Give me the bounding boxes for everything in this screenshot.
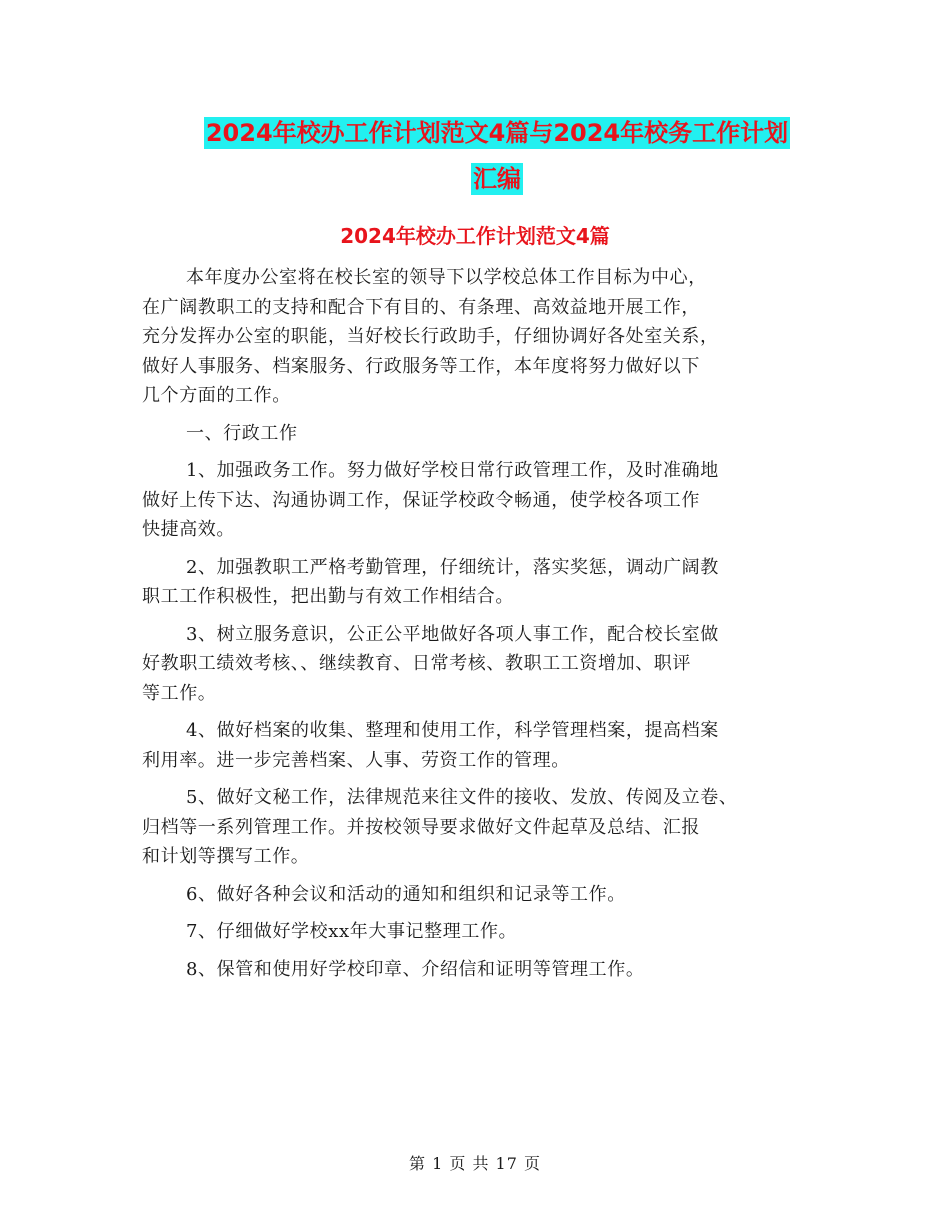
body-line: 充分发挥办公室的职能，当好校长行政助手，仔细协调好各处室关系，	[142, 326, 719, 347]
body-line: 8、保管和使用好学校印章、介绍信和证明等管理工作。	[186, 958, 645, 980]
body-line: 2、加强教职工严格考勤管理，仔细统计，落实奖惩，调动广阔教	[186, 556, 719, 578]
heading-line: 一、行政工作	[186, 422, 298, 444]
document-title-line-1: 2024年校办工作计划范文4篇与2024年校务工作计划	[205, 119, 789, 147]
body-line: 1、加强政务工作。努力做好学校日常行政管理工作，及时准确地	[186, 460, 719, 481]
section-title: 2024年校办工作计划范文4篇	[340, 224, 610, 248]
document-title	[140, 110, 854, 202]
body-line: 职工工作积极性，把出勤与有效工作相结合。	[142, 586, 514, 607]
body-line: 做好人事服务、档案服务、行政服务等工作，本年度将努力做好以下	[142, 355, 700, 377]
body-line: 快捷高效。	[142, 519, 235, 540]
body-line: 3、树立服务意识，公正公平地做好各项人事工作，配合校长室做	[186, 623, 719, 645]
body-line: 归档等一系列管理工作。并按校领导要求做好文件起草及总结、汇报	[142, 816, 700, 838]
document-title-line-2: 汇编	[473, 165, 521, 193]
body-line: 几个方面的工作。	[142, 385, 291, 406]
document-body	[142, 263, 814, 984]
body-line: 6、做好各种会议和活动的通知和组织和记录等工作。	[186, 883, 626, 905]
body-line: 好教职工绩效考核、、继续教育、日常考核、教职工工资增加、职评	[142, 653, 691, 674]
body-line: 5、做好文秘工作，法律规范来往文件的接收、发放、传阅及立卷、	[186, 787, 738, 808]
body-line: 做好上传下达、沟通协调工作，保证学校政令畅通，使学校各项工作	[142, 489, 700, 511]
body-line: 利用率。进一步完善档案、人事、劳资工作的管理。	[142, 749, 570, 771]
page-number-footer: 第 1 页 共 17 页	[409, 1154, 541, 1173]
body-line: 本年度办公室将在校长室的领导下以学校总体工作目标为中心，	[186, 267, 707, 288]
body-line: 7、仔细做好学校xx年大事记整理工作。	[186, 921, 518, 942]
body-line: 等工作。	[142, 682, 217, 704]
body-line: 4、做好档案的收集、整理和使用工作，科学管理档案，提高档案	[186, 720, 719, 741]
body-line: 和计划等撰写工作。	[142, 846, 310, 867]
body-line: 在广阔教职工的支持和配合下有目的、有条理、高效益地开展工作，	[142, 296, 700, 318]
